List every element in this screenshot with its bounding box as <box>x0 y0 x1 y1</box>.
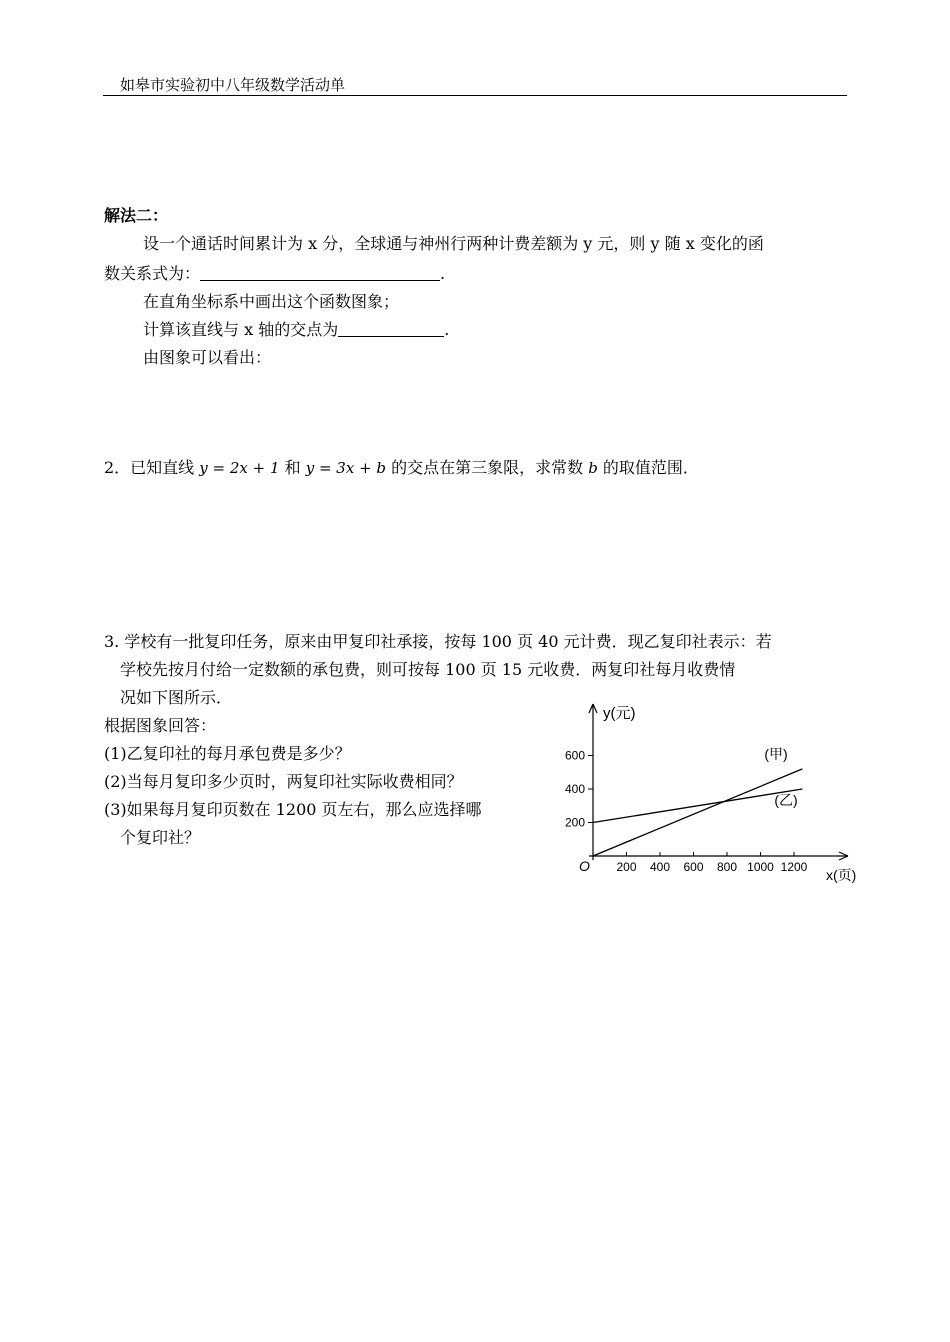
q2-equation-1: y = 2x + 1 <box>199 459 280 477</box>
x-tick-label: 1000 <box>747 860 774 874</box>
q3-line3: 况如下图所示． <box>120 688 233 707</box>
method2-line5: 由图象可以看出： <box>143 348 272 367</box>
series-label-1: (甲) <box>764 745 788 762</box>
y-tick-label: 400 <box>564 782 585 796</box>
method2-line4-text: 计算该直线与 x 轴的交点为 <box>143 320 339 339</box>
q3-prompt: 根据图象回答： <box>104 716 217 735</box>
chart-axes <box>565 704 856 883</box>
print-cost-chart <box>560 698 880 888</box>
origin-label: O <box>579 858 590 874</box>
method2-line4 <box>143 320 449 340</box>
x-axis-label: x(页) <box>826 867 857 883</box>
q2-middle: 的交点在第三象限，求常数 <box>391 458 584 477</box>
series-line-1 <box>593 769 802 856</box>
page-header: 如皋市实验初中八年级数学活动单 <box>120 76 346 94</box>
method2-line4-end: . <box>444 320 450 339</box>
method2-title: 解法二： <box>104 206 169 225</box>
question-2 <box>104 458 699 478</box>
q3-line1: 3. 学校有一批复印任务，原来由甲复印社承接，按每 100 页 40 元计费．现乙复印社表示：若 <box>104 632 772 651</box>
x-tick-label: 800 <box>716 860 738 874</box>
x-tick-label: 400 <box>649 860 671 874</box>
q3-sub3b: 个复印社？ <box>120 828 201 847</box>
q3-sub1: (1)乙复印社的每月承包费是多少？ <box>104 744 351 763</box>
method2-line2-text: 数关系式为： <box>104 264 201 283</box>
y-tick-label: 200 <box>564 815 585 830</box>
x-tick-label: 600 <box>683 860 704 874</box>
method2-line2-end: . <box>440 264 446 283</box>
q3-line2: 学校先按月付给一定数额的承包费，则可按每 100 页 15 元收费．两复印社每月收费情 <box>120 660 736 679</box>
q2-number: 2．已知直线 <box>104 458 195 477</box>
q2-end: 的取值范围． <box>602 458 699 477</box>
answer-blank-function[interactable] <box>200 264 440 281</box>
answer-blank-intersection[interactable] <box>338 320 444 337</box>
y-tick-label: 600 <box>564 748 585 763</box>
method2-line3: 在直角坐标系中画出这个函数图象； <box>143 292 400 311</box>
q2-variable-b: b <box>588 459 598 477</box>
series-line-2 <box>593 789 802 823</box>
y-axis-label: y(元) <box>603 705 636 722</box>
chart-marks <box>593 746 802 856</box>
header-divider <box>103 95 847 96</box>
method2-line1: 设一个通话时间累计为 x 分，全球通与神州行两种计费差额为 y 元，则 y 随 x 变化的函 <box>143 234 764 253</box>
x-tick-label: 1200 <box>780 860 808 874</box>
method2-line2 <box>104 264 445 284</box>
q2-and: 和 <box>284 458 301 477</box>
x-tick-label: 200 <box>616 860 637 874</box>
q2-equation-2: y = 3x + b <box>305 459 387 477</box>
series-label-2: (乙) <box>774 792 798 808</box>
q3-sub2: (2)当每月复印多少页时，两复印社实际收费相同？ <box>104 772 463 791</box>
q3-sub3a: (3)如果每月复印页数在 1200 页左右，那么应选择哪 <box>104 800 482 819</box>
